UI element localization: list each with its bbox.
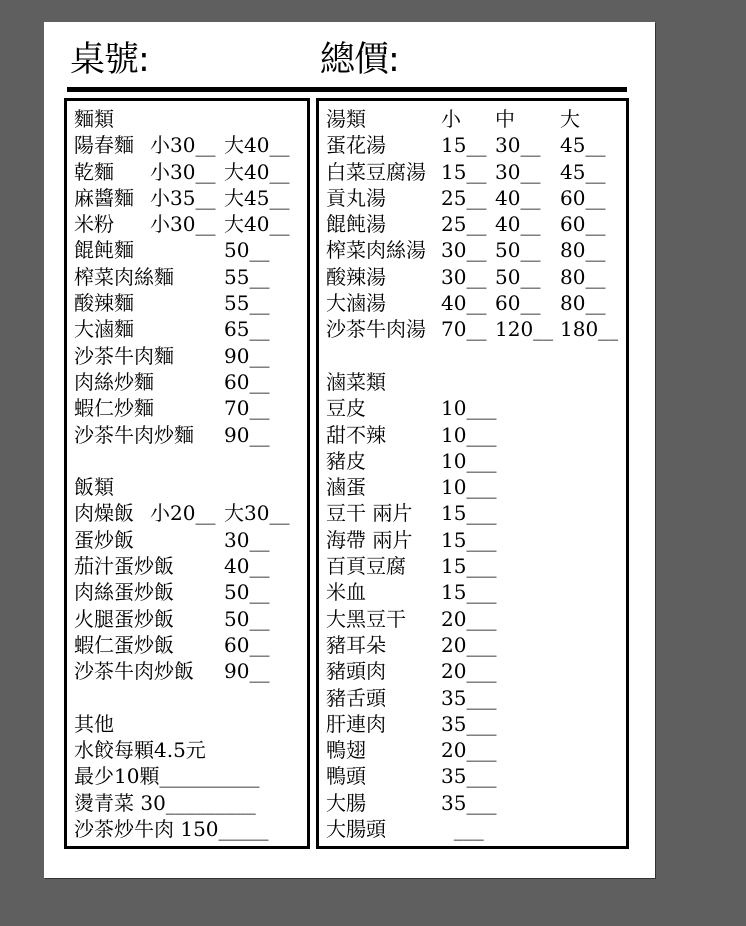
menu-item-price: 60__ xyxy=(560,185,606,210)
menu-line xyxy=(74,211,303,237)
menu-item-name: 蛋炒飯 xyxy=(74,527,134,552)
menu-line xyxy=(74,527,303,553)
menu-line xyxy=(326,474,622,500)
menu-line xyxy=(326,658,622,684)
menu-item-price: 15__ xyxy=(441,159,487,184)
menu-item-price: 65__ xyxy=(224,317,270,342)
menu-line xyxy=(326,237,622,263)
menu-item-price: 大40__ xyxy=(224,159,290,184)
menu-item-name: 豆皮 xyxy=(326,396,366,421)
menu-line xyxy=(326,290,622,316)
menu-line xyxy=(326,369,622,395)
menu-item-name: 燙青菜 30_________ xyxy=(74,790,256,815)
menu-item-price: 90__ xyxy=(224,422,270,447)
menu-item-name: 榨菜肉絲湯 xyxy=(326,238,426,263)
menu-item-name: 榨菜肉絲麵 xyxy=(74,264,174,289)
menu-item-price: 60__ xyxy=(495,291,541,316)
menu-item-price: 30__ xyxy=(441,238,487,263)
menu-item-price: 30__ xyxy=(441,264,487,289)
menu-line xyxy=(326,132,622,158)
menu-item-name: 肉絲炒麵 xyxy=(74,369,154,394)
menu-item-name: 麻醬麵 xyxy=(74,185,134,210)
menu-item-name: 蝦仁蛋炒飯 xyxy=(74,632,174,657)
menu-line xyxy=(74,632,303,658)
menu-item-name: 滷蛋 xyxy=(326,475,366,500)
menu-item-name: 米血 xyxy=(326,580,366,605)
menu-item-price: 大30__ xyxy=(224,501,290,526)
menu-line xyxy=(326,159,622,185)
menu-item-price: 大 xyxy=(560,107,580,131)
menu-item-price: 40__ xyxy=(441,291,487,316)
menu-line xyxy=(74,500,303,526)
menu-line xyxy=(74,553,303,579)
menu-item-price: 60__ xyxy=(224,369,270,394)
menu-item-name: 蛋花湯 xyxy=(326,133,386,158)
menu-line xyxy=(326,553,622,579)
table-number-label: 桌號: xyxy=(70,40,149,80)
menu-item-price: 30__ xyxy=(224,527,270,552)
menu-line xyxy=(326,448,622,474)
menu-item-price: 50__ xyxy=(224,238,270,263)
menu-item-price: 小35__ xyxy=(150,185,216,210)
menu-item-price: 60__ xyxy=(224,632,270,657)
menu-line xyxy=(326,211,622,237)
menu-item-name: 貢丸湯 xyxy=(326,185,386,210)
menu-item-name: 海帶 兩片 xyxy=(326,527,413,552)
left-menu-column xyxy=(74,106,303,842)
menu-item-price: 50__ xyxy=(495,264,541,289)
menu-item-price: 中 xyxy=(495,107,515,131)
menu-item-price: 10___ xyxy=(441,422,497,447)
menu-line xyxy=(74,816,303,842)
menu-item-name: 茄汁蛋炒飯 xyxy=(74,554,174,579)
menu-item-name: 其他 xyxy=(74,711,114,736)
menu-line xyxy=(74,448,303,474)
menu-line xyxy=(74,159,303,185)
menu-line xyxy=(326,632,622,658)
menu-item-price: 120__ xyxy=(495,317,554,342)
menu-line xyxy=(326,185,622,211)
menu-line xyxy=(74,737,303,763)
menu-item-price: 45__ xyxy=(560,133,606,158)
menu-item-price: 小20__ xyxy=(150,501,216,526)
menu-line xyxy=(326,422,622,448)
menu-item-price: 35___ xyxy=(441,685,497,710)
menu-item-price: 55__ xyxy=(224,264,270,289)
menu-item-price: 90__ xyxy=(224,343,270,368)
menu-item-price: 10___ xyxy=(441,475,497,500)
menu-item-price: 10___ xyxy=(441,396,497,421)
menu-line xyxy=(74,132,303,158)
menu-item-price: 小30__ xyxy=(150,133,216,158)
menu-line xyxy=(326,606,622,632)
total-price-label: 總價: xyxy=(320,40,399,80)
menu-item-name: 鴨頭 xyxy=(326,764,366,789)
menu-item-name: 沙茶牛肉炒麵 xyxy=(74,422,194,447)
menu-item-price: 30__ xyxy=(495,133,541,158)
menu-item-price: 15___ xyxy=(441,501,497,526)
menu-item-price: 90__ xyxy=(224,659,270,684)
menu-line xyxy=(326,737,622,763)
menu-item-price: 80__ xyxy=(560,264,606,289)
menu-line xyxy=(326,264,622,290)
menu-item-price: 10___ xyxy=(441,448,497,473)
menu-line xyxy=(74,264,303,290)
menu-line xyxy=(326,395,622,421)
menu-item-price: 25__ xyxy=(441,185,487,210)
menu-line xyxy=(74,316,303,342)
menu-item-name: 鴨翅 xyxy=(326,738,366,763)
menu-item-price: 15__ xyxy=(441,133,487,158)
menu-item-name: 豆干 兩片 xyxy=(326,501,413,526)
menu-line xyxy=(74,106,303,132)
menu-item-name: 大滷湯 xyxy=(326,291,386,316)
menu-item-price: 55__ xyxy=(224,291,270,316)
menu-item-price: 大40__ xyxy=(224,212,290,237)
menu-line xyxy=(74,343,303,369)
menu-item-price: 40__ xyxy=(495,212,541,237)
menu-item-price: 180__ xyxy=(560,317,619,342)
menu-item-price: 80__ xyxy=(560,238,606,263)
menu-item-price: 小30__ xyxy=(150,159,216,184)
menu-item-price: 15___ xyxy=(441,527,497,552)
menu-line xyxy=(326,316,622,342)
menu-item-price: 20___ xyxy=(441,606,497,631)
menu-item-name: 沙茶牛肉湯 xyxy=(326,317,426,342)
menu-line xyxy=(74,685,303,711)
menu-item-price: 35___ xyxy=(441,711,497,736)
menu-item-name: 豬舌頭 xyxy=(326,685,386,710)
menu-item-price: 25__ xyxy=(441,212,487,237)
menu-item-name: 豬頭肉 xyxy=(326,659,386,684)
menu-item-price: 20___ xyxy=(441,738,497,763)
menu-item-price: 80__ xyxy=(560,291,606,316)
menu-item-price: 15___ xyxy=(441,554,497,579)
menu-item-price: 70__ xyxy=(441,317,487,342)
left-menu-box xyxy=(64,98,310,849)
menu-item-price: 40__ xyxy=(224,554,270,579)
menu-item-name: 白菜豆腐湯 xyxy=(326,159,426,184)
menu-line xyxy=(326,343,622,369)
menu-item-price: 40__ xyxy=(495,185,541,210)
menu-item-price: 15___ xyxy=(441,580,497,605)
menu-line xyxy=(326,816,622,842)
menu-line xyxy=(326,579,622,605)
menu-item-price: 大40__ xyxy=(224,133,290,158)
menu-line xyxy=(74,579,303,605)
menu-line xyxy=(74,369,303,395)
menu-item-price: 50__ xyxy=(224,606,270,631)
menu-line xyxy=(326,106,622,132)
menu-item-price: 20___ xyxy=(441,632,497,657)
header-rule xyxy=(67,87,627,92)
menu-line xyxy=(326,763,622,789)
menu-item-name: 陽春麵 xyxy=(74,133,134,158)
menu-line xyxy=(74,474,303,500)
menu-item-price: 大45__ xyxy=(224,185,290,210)
menu-line xyxy=(74,290,303,316)
menu-item-name: 米粉 xyxy=(74,212,114,237)
menu-item-price: 50__ xyxy=(224,580,270,605)
menu-item-name: 大滷麵 xyxy=(74,317,134,342)
menu-line xyxy=(326,685,622,711)
menu-item-name: 酸辣麵 xyxy=(74,291,134,316)
menu-item-name: 沙茶牛肉麵 xyxy=(74,343,174,368)
menu-item-name: 湯類 xyxy=(326,107,366,131)
menu-item-price: 50__ xyxy=(495,238,541,263)
menu-item-name: 酸辣湯 xyxy=(326,264,386,289)
menu-line xyxy=(326,711,622,737)
menu-sheet xyxy=(44,22,655,878)
menu-item-name: 最少10顆__________ xyxy=(74,764,260,789)
menu-item-price: 30__ xyxy=(495,159,541,184)
menu-item-name: 大黑豆干 xyxy=(326,606,406,631)
menu-item-price: 70__ xyxy=(224,396,270,421)
menu-line xyxy=(74,237,303,263)
menu-line xyxy=(74,422,303,448)
menu-item-name: 火腿蛋炒飯 xyxy=(74,606,174,631)
menu-item-price: 小 xyxy=(441,107,461,131)
menu-item-name: 餛飩湯 xyxy=(326,212,386,237)
menu-line xyxy=(326,500,622,526)
menu-line xyxy=(74,395,303,421)
menu-item-price: 45__ xyxy=(560,159,606,184)
menu-line xyxy=(74,711,303,737)
menu-item-name: 麵類 xyxy=(74,107,114,131)
menu-line xyxy=(74,790,303,816)
menu-item-price: 60__ xyxy=(560,212,606,237)
menu-item-name: 餛飩麵 xyxy=(74,238,134,263)
menu-line xyxy=(74,763,303,789)
menu-item-price: ___ xyxy=(441,817,484,842)
menu-item-name: 沙茶炒牛肉 150_____ xyxy=(74,817,269,842)
menu-item-name: 飯類 xyxy=(74,475,114,500)
menu-item-name: 豬耳朵 xyxy=(326,632,386,657)
right-menu-column xyxy=(326,106,622,842)
menu-item-name: 大腸頭 xyxy=(326,817,386,842)
menu-line xyxy=(326,790,622,816)
menu-item-name: 滷菜類 xyxy=(326,369,386,394)
menu-item-name: 肉絲蛋炒飯 xyxy=(74,580,174,605)
menu-item-name: 甜不辣 xyxy=(326,422,386,447)
menu-item-price: 小30__ xyxy=(150,212,216,237)
menu-item-name: 沙茶牛肉炒飯 xyxy=(74,659,194,684)
menu-item-price: 35___ xyxy=(441,764,497,789)
menu-item-name: 肉燥飯 xyxy=(74,501,134,526)
menu-line xyxy=(326,527,622,553)
menu-item-name: 肝連肉 xyxy=(326,711,386,736)
menu-item-name: 水餃每顆4.5元 xyxy=(74,738,206,763)
menu-item-name: 豬皮 xyxy=(326,448,366,473)
menu-line xyxy=(74,658,303,684)
menu-item-price: 20___ xyxy=(441,659,497,684)
menu-item-name: 蝦仁炒麵 xyxy=(74,396,154,421)
menu-item-name: 乾麵 xyxy=(74,159,114,184)
menu-item-price: 35___ xyxy=(441,790,497,815)
menu-item-name: 百頁豆腐 xyxy=(326,554,406,579)
menu-line xyxy=(74,185,303,211)
menu-line xyxy=(74,606,303,632)
menu-item-name: 大腸 xyxy=(326,790,366,815)
right-menu-box xyxy=(316,98,629,849)
